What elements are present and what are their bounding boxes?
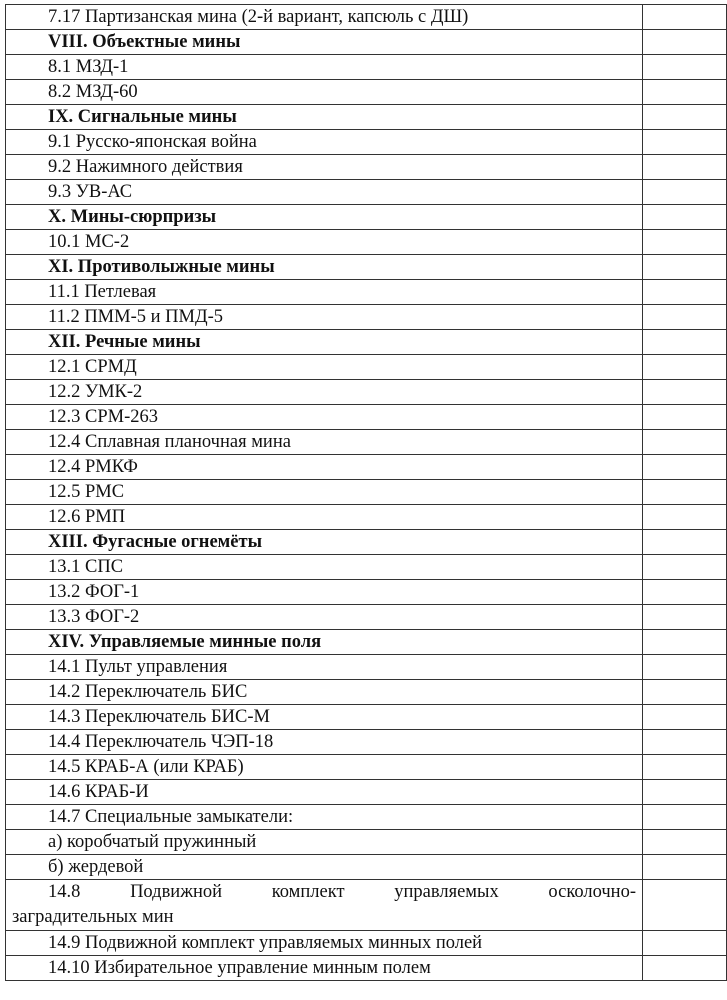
empty-value-cell	[643, 555, 727, 580]
table-row	[6, 805, 727, 830]
table-row	[6, 455, 727, 480]
empty-value-cell	[643, 130, 727, 155]
table-row	[6, 956, 727, 981]
item-name-cell: 14.6 КРАБ-И	[6, 780, 643, 805]
item-name-cell: 14.10 Избирательное управление минным полем	[6, 956, 643, 981]
table-row	[6, 155, 727, 180]
item-name-cell: 12.6 РМП	[6, 505, 643, 530]
table-row	[6, 230, 727, 255]
mines-table	[5, 4, 727, 981]
section-heading-row	[6, 630, 727, 655]
table-row	[6, 305, 727, 330]
empty-value-cell	[643, 405, 727, 430]
empty-value-cell	[643, 480, 727, 505]
item-name-cell: 14.7 Специальные замыкатели:	[6, 805, 643, 830]
item-name-cell: 12.4 Сплавная планочная мина	[6, 430, 643, 455]
empty-value-cell	[643, 105, 727, 130]
table-row	[6, 80, 727, 105]
empty-value-cell	[643, 805, 727, 830]
item-name-cell: XIV. Управляемые минные поля	[6, 630, 643, 655]
section-heading-row	[6, 105, 727, 130]
table-row	[6, 355, 727, 380]
item-name-cell: 13.3 ФОГ-2	[6, 605, 643, 630]
table-row	[6, 880, 727, 931]
item-name-cell: VIII. Объектные мины	[6, 30, 643, 55]
item-name-cell: 13.1 СПС	[6, 555, 643, 580]
item-name-cell: 10.1 МС-2	[6, 230, 643, 255]
item-name-line: 14.8 Подвижной комплект управляемых осколочно-	[48, 882, 636, 902]
item-name-cell: 12.1 СРМД	[6, 355, 643, 380]
item-name-cell: XI. Противолыжные мины	[6, 255, 643, 280]
table-row	[6, 780, 727, 805]
empty-value-cell	[643, 755, 727, 780]
empty-value-cell	[643, 580, 727, 605]
empty-value-cell	[643, 5, 727, 30]
empty-value-cell	[643, 330, 727, 355]
item-name-cell: б) жердевой	[6, 855, 643, 880]
item-name-cell: 8.1 МЗД-1	[6, 55, 643, 80]
item-name-cell: 14.5 КРАБ-А (или КРАБ)	[6, 755, 643, 780]
empty-value-cell	[643, 605, 727, 630]
item-name-cell: 11.1 Петлевая	[6, 280, 643, 305]
table-row	[6, 280, 727, 305]
item-name-cell: 12.3 СРМ-263	[6, 405, 643, 430]
empty-value-cell	[643, 931, 727, 956]
item-name-cell: 11.2 ПММ-5 и ПМД-5	[6, 305, 643, 330]
item-name-cell: X. Мины-сюрпризы	[6, 205, 643, 230]
empty-value-cell	[643, 880, 727, 931]
table-row	[6, 480, 727, 505]
item-name-cell	[6, 880, 643, 931]
empty-value-cell	[643, 455, 727, 480]
section-heading-row	[6, 530, 727, 555]
empty-value-cell	[643, 530, 727, 555]
empty-value-cell	[643, 30, 727, 55]
item-name-cell: 13.2 ФОГ-1	[6, 580, 643, 605]
empty-value-cell	[643, 680, 727, 705]
item-name-cell: 12.5 РМС	[6, 480, 643, 505]
empty-value-cell	[643, 705, 727, 730]
empty-value-cell	[643, 956, 727, 981]
table-body	[6, 5, 727, 981]
section-heading-row	[6, 255, 727, 280]
item-name-cell: IX. Сигнальные мины	[6, 105, 643, 130]
empty-value-cell	[643, 655, 727, 680]
empty-value-cell	[643, 155, 727, 180]
table-row	[6, 655, 727, 680]
item-name-cell: а) коробчатый пружинный	[6, 830, 643, 855]
item-name-cell: 14.4 Переключатель ЧЭП-18	[6, 730, 643, 755]
item-name-cell: 9.2 Нажимного действия	[6, 155, 643, 180]
item-name-cell: 14.2 Переключатель БИС	[6, 680, 643, 705]
empty-value-cell	[643, 55, 727, 80]
item-name-cell: 14.9 Подвижной комплект управляемых минных полей	[6, 931, 643, 956]
table-row	[6, 855, 727, 880]
empty-value-cell	[643, 830, 727, 855]
empty-value-cell	[643, 255, 727, 280]
table-row	[6, 580, 727, 605]
table-row	[6, 380, 727, 405]
item-name-cell: 12.2 УМК-2	[6, 380, 643, 405]
table-row	[6, 505, 727, 530]
item-name-cell: 12.4 РМКФ	[6, 455, 643, 480]
table-row	[6, 931, 727, 956]
item-name-cell: XII. Речные мины	[6, 330, 643, 355]
empty-value-cell	[643, 730, 727, 755]
table-row	[6, 705, 727, 730]
table-row	[6, 130, 727, 155]
table-row	[6, 830, 727, 855]
item-name-cell: 9.1 Русско-японская война	[6, 130, 643, 155]
item-name-cell: 14.1 Пульт управления	[6, 655, 643, 680]
empty-value-cell	[643, 780, 727, 805]
empty-value-cell	[643, 230, 727, 255]
empty-value-cell	[643, 305, 727, 330]
empty-value-cell	[643, 355, 727, 380]
empty-value-cell	[643, 205, 727, 230]
table-row	[6, 405, 727, 430]
item-name-cell: 7.17 Партизанская мина (2-й вариант, капсюль с ДШ)	[6, 5, 643, 30]
section-heading-row	[6, 205, 727, 230]
empty-value-cell	[643, 430, 727, 455]
empty-value-cell	[643, 380, 727, 405]
empty-value-cell	[643, 80, 727, 105]
empty-value-cell	[643, 180, 727, 205]
item-name-line: заградительных мин	[12, 907, 174, 927]
table-row	[6, 755, 727, 780]
empty-value-cell	[643, 280, 727, 305]
item-name-cell: XIII. Фугасные огнемёты	[6, 530, 643, 555]
table-row	[6, 605, 727, 630]
table-row	[6, 180, 727, 205]
empty-value-cell	[643, 505, 727, 530]
empty-value-cell	[643, 630, 727, 655]
table-row	[6, 430, 727, 455]
empty-value-cell	[643, 855, 727, 880]
table-row	[6, 680, 727, 705]
item-name-cell: 9.3 УВ-АС	[6, 180, 643, 205]
section-heading-row	[6, 330, 727, 355]
item-name-cell: 14.3 Переключатель БИС-М	[6, 705, 643, 730]
table-row	[6, 5, 727, 30]
table-row	[6, 555, 727, 580]
table-row	[6, 730, 727, 755]
section-heading-row	[6, 30, 727, 55]
item-name-cell: 8.2 МЗД-60	[6, 80, 643, 105]
table-row	[6, 55, 727, 80]
